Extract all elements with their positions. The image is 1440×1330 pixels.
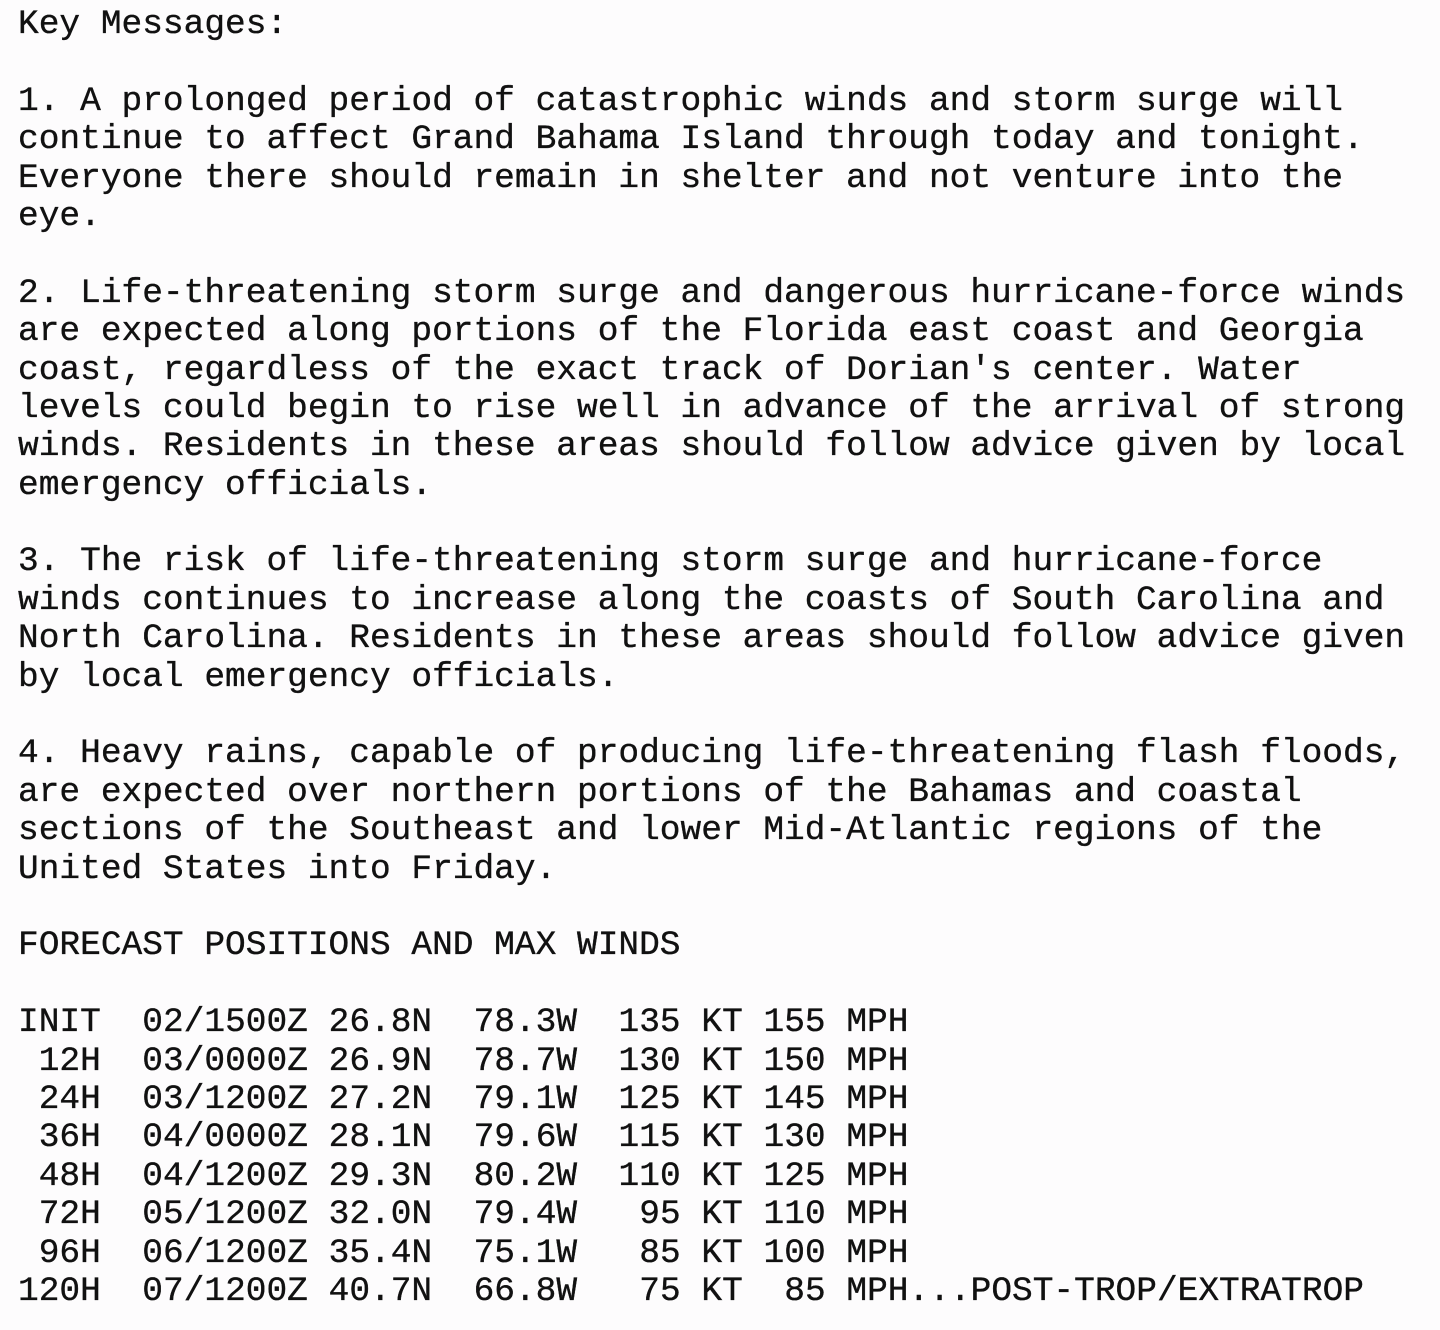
column-gap: [577, 1195, 618, 1234]
message-line: emergency officials.: [18, 465, 433, 505]
forecast-cell-time: 07/1200Z: [142, 1271, 308, 1311]
forecast-cell-mph: 150: [763, 1041, 826, 1081]
column-gap: [101, 1003, 142, 1042]
forecast-cell-lon: 79.6W: [473, 1118, 578, 1158]
column-gap: [681, 1003, 702, 1042]
forecast-cell-hour: 48H: [38, 1156, 101, 1196]
column-padding: [18, 1080, 39, 1119]
forecast-cell-lon: 78.7W: [473, 1041, 578, 1081]
message-line: winds continues to increase along the coasts of South Carolina and: [18, 580, 1385, 620]
forecast-cell-lat: 26.8N: [328, 1003, 433, 1043]
forecast-cell-kt-unit: KT: [701, 1271, 743, 1311]
forecast-cell-hour: 12H: [38, 1041, 101, 1081]
column-gap: [432, 1003, 473, 1042]
forecast-cell-mph: 85: [784, 1271, 826, 1311]
forecast-cell-kt-unit: KT: [701, 1041, 743, 1081]
forecast-cell-kt: 130: [618, 1041, 681, 1081]
forecast-cell-lon: 66.8W: [473, 1271, 578, 1311]
column-gap: [743, 1195, 764, 1234]
column-gap: [308, 1272, 329, 1311]
message-line: by local emergency officials.: [18, 657, 619, 697]
forecast-row: [18, 1081, 1433, 1119]
column-gap: [826, 1157, 847, 1196]
spacer: [18, 697, 1433, 735]
forecast-cell-time: 02/1500Z: [142, 1003, 308, 1043]
forecast-cell-kt: 85: [639, 1233, 681, 1273]
message-line: are expected along portions of the Florida east coast and Georgia: [18, 312, 1364, 352]
forecast-cell-mph-unit: MPH: [846, 1156, 909, 1196]
message-line: 2. Life-threatening storm surge and dangerous hurricane-force winds: [18, 273, 1406, 313]
forecast-cell-mph-unit: MPH: [846, 1041, 909, 1081]
column-gap: [432, 1157, 473, 1196]
forecast-cell-mph: 125: [763, 1156, 826, 1196]
forecast-cell-kt: 115: [618, 1118, 681, 1158]
forecast-row: [18, 1158, 1433, 1196]
column-gap: [577, 1003, 618, 1042]
key-message-1: [18, 83, 1433, 237]
forecast-cell-kt-unit: KT: [701, 1195, 743, 1235]
column-gap: [308, 1157, 329, 1196]
column-gap: [681, 1042, 702, 1081]
column-padding: [619, 1234, 640, 1273]
column-gap: [308, 1195, 329, 1234]
key-message-3: [18, 543, 1433, 697]
forecast-cell-time: 04/0000Z: [142, 1118, 308, 1158]
forecast-cell-lat: 27.2N: [328, 1079, 433, 1119]
forecast-cell-lon: 78.3W: [473, 1003, 578, 1043]
forecast-cell-hour: 72H: [38, 1195, 101, 1235]
forecast-cell-hour: 96H: [38, 1233, 101, 1273]
column-gap: [432, 1195, 473, 1234]
forecast-cell-time: 05/1200Z: [142, 1195, 308, 1235]
message-line: United States into Friday.: [18, 849, 557, 889]
column-gap: [826, 1234, 847, 1273]
message-line: Everyone there should remain in shelter and not venture into the: [18, 158, 1344, 198]
forecast-cell-mph: 110: [763, 1195, 826, 1235]
message-line: levels could begin to rise well in advance of the arrival of strong: [18, 388, 1406, 428]
forecast-cell-lat: 26.9N: [328, 1041, 433, 1081]
forecast-cell-time: 03/1200Z: [142, 1079, 308, 1119]
forecast-cell-lat: 29.3N: [328, 1156, 433, 1196]
forecast-cell-lon: 80.2W: [473, 1156, 578, 1196]
spacer: [18, 236, 1433, 274]
column-gap: [308, 1118, 329, 1157]
column-gap: [826, 1003, 847, 1042]
spacer: [18, 44, 1433, 82]
forecast-cell-kt: 135: [618, 1003, 681, 1043]
column-gap: [681, 1234, 702, 1273]
column-gap: [826, 1272, 847, 1311]
column-gap: [308, 1042, 329, 1081]
forecast-cell-kt: 110: [618, 1156, 681, 1196]
forecast-cell-time: 06/1200Z: [142, 1233, 308, 1273]
forecast-cell-mph-unit: MPH: [846, 1271, 909, 1311]
forecast-cell-hour: INIT: [18, 1003, 101, 1043]
forecast-cell-mph-unit: MPH: [846, 1003, 909, 1043]
message-line: coast, regardless of the exact track of Dorian's center. Water: [18, 350, 1302, 390]
key-message-4: [18, 735, 1433, 889]
column-gap: [681, 1080, 702, 1119]
column-gap: [743, 1234, 764, 1273]
column-gap: [743, 1080, 764, 1119]
forecast-cell-mph: 100: [763, 1233, 826, 1273]
column-gap: [577, 1234, 618, 1273]
message-line: 1. A prolonged period of catastrophic winds and storm surge will: [18, 81, 1344, 121]
forecast-cell-mph: 130: [763, 1118, 826, 1158]
forecast-heading: FORECAST POSITIONS AND MAX WINDS: [18, 926, 681, 966]
forecast-cell-kt-unit: KT: [701, 1003, 743, 1043]
forecast-cell-mph: 145: [763, 1079, 826, 1119]
forecast-cell-lon: 75.1W: [473, 1233, 578, 1273]
column-gap: [101, 1234, 142, 1273]
column-gap: [743, 1042, 764, 1081]
forecast-row: [18, 1119, 1433, 1157]
column-padding: [18, 1042, 39, 1081]
spacer: [18, 966, 1433, 1004]
column-padding: [18, 1195, 39, 1234]
spacer: [18, 505, 1433, 543]
column-gap: [308, 1003, 329, 1042]
forecast-cell-mph-unit: MPH: [846, 1195, 909, 1235]
forecast-cell-time: 03/0000Z: [142, 1041, 308, 1081]
column-gap: [577, 1042, 618, 1081]
forecast-cell-hour: 36H: [38, 1118, 101, 1158]
message-line: winds. Residents in these areas should follow advice given by local: [18, 427, 1406, 467]
column-gap: [743, 1118, 764, 1157]
message-line: 3. The risk of life-threatening storm surge and hurricane-force: [18, 542, 1323, 582]
column-gap: [101, 1157, 142, 1196]
forecast-cell-kt: 95: [639, 1195, 681, 1235]
column-padding: [18, 1118, 39, 1157]
column-gap: [101, 1080, 142, 1119]
forecast-cell-kt-unit: KT: [701, 1079, 743, 1119]
column-gap: [743, 1157, 764, 1196]
column-gap: [681, 1272, 702, 1311]
column-gap: [826, 1042, 847, 1081]
column-gap: [743, 1003, 764, 1042]
column-padding: [619, 1272, 640, 1311]
column-gap: [308, 1080, 329, 1119]
column-gap: [432, 1118, 473, 1157]
forecast-table: [18, 1004, 1433, 1311]
message-line: 4. Heavy rains, capable of producing life-threatening flash floods,: [18, 734, 1406, 774]
message-line: are expected over northern portions of the Bahamas and coastal: [18, 772, 1302, 812]
forecast-cell-hour: 24H: [38, 1079, 101, 1119]
forecast-cell-lon: 79.4W: [473, 1195, 578, 1235]
column-gap: [577, 1118, 618, 1157]
forecast-cell-hour: 120H: [18, 1271, 101, 1311]
message-line: eye.: [18, 196, 101, 236]
column-gap: [826, 1195, 847, 1234]
column-gap: [681, 1195, 702, 1234]
spacer: [18, 889, 1433, 927]
column-gap: [432, 1272, 473, 1311]
column-gap: [743, 1272, 764, 1311]
forecast-cell-kt: 75: [639, 1271, 681, 1311]
column-gap: [826, 1118, 847, 1157]
forecast-cell-mph-unit: MPH: [846, 1118, 909, 1158]
message-line: continue to affect Grand Bahama Island through today and tonight.: [18, 120, 1364, 160]
column-gap: [577, 1272, 618, 1311]
key-message-2: [18, 275, 1433, 505]
forecast-cell-kt-unit: KT: [701, 1156, 743, 1196]
forecast-cell-note: ...POST-TROP/EXTRATROP: [908, 1271, 1364, 1311]
column-gap: [577, 1157, 618, 1196]
forecast-row: [18, 1004, 1433, 1042]
forecast-cell-lat: 32.0N: [328, 1195, 433, 1235]
forecast-row: [18, 1043, 1433, 1081]
forecast-row: [18, 1273, 1433, 1311]
column-gap: [681, 1118, 702, 1157]
key-messages-title: Key Messages:: [18, 5, 288, 44]
column-gap: [826, 1080, 847, 1119]
forecast-row: [18, 1196, 1433, 1234]
column-padding: [764, 1272, 785, 1311]
column-gap: [308, 1234, 329, 1273]
column-padding: [18, 1234, 39, 1273]
message-line: sections of the Southeast and lower Mid-Atlantic regions of the: [18, 811, 1323, 851]
forecast-cell-mph: 155: [763, 1003, 826, 1043]
forecast-cell-time: 04/1200Z: [142, 1156, 308, 1196]
forecast-cell-kt-unit: KT: [701, 1233, 743, 1273]
column-gap: [101, 1272, 142, 1311]
forecast-cell-lat: 35.4N: [328, 1233, 433, 1273]
forecast-cell-lon: 79.1W: [473, 1079, 578, 1119]
forecast-cell-lat: 40.7N: [328, 1271, 433, 1311]
forecast-row: [18, 1235, 1433, 1273]
forecast-cell-mph-unit: MPH: [846, 1233, 909, 1273]
column-gap: [432, 1042, 473, 1081]
column-gap: [681, 1157, 702, 1196]
column-padding: [619, 1195, 640, 1234]
advisory-document: [18, 6, 1433, 1311]
forecast-cell-kt: 125: [618, 1079, 681, 1119]
column-gap: [101, 1195, 142, 1234]
forecast-cell-lat: 28.1N: [328, 1118, 433, 1158]
column-gap: [432, 1080, 473, 1119]
column-gap: [101, 1042, 142, 1081]
column-gap: [101, 1118, 142, 1157]
forecast-cell-mph-unit: MPH: [846, 1079, 909, 1119]
message-line: North Carolina. Residents in these areas should follow advice given: [18, 619, 1406, 659]
column-gap: [577, 1080, 618, 1119]
column-gap: [432, 1234, 473, 1273]
column-padding: [18, 1157, 39, 1196]
forecast-cell-kt-unit: KT: [701, 1118, 743, 1158]
